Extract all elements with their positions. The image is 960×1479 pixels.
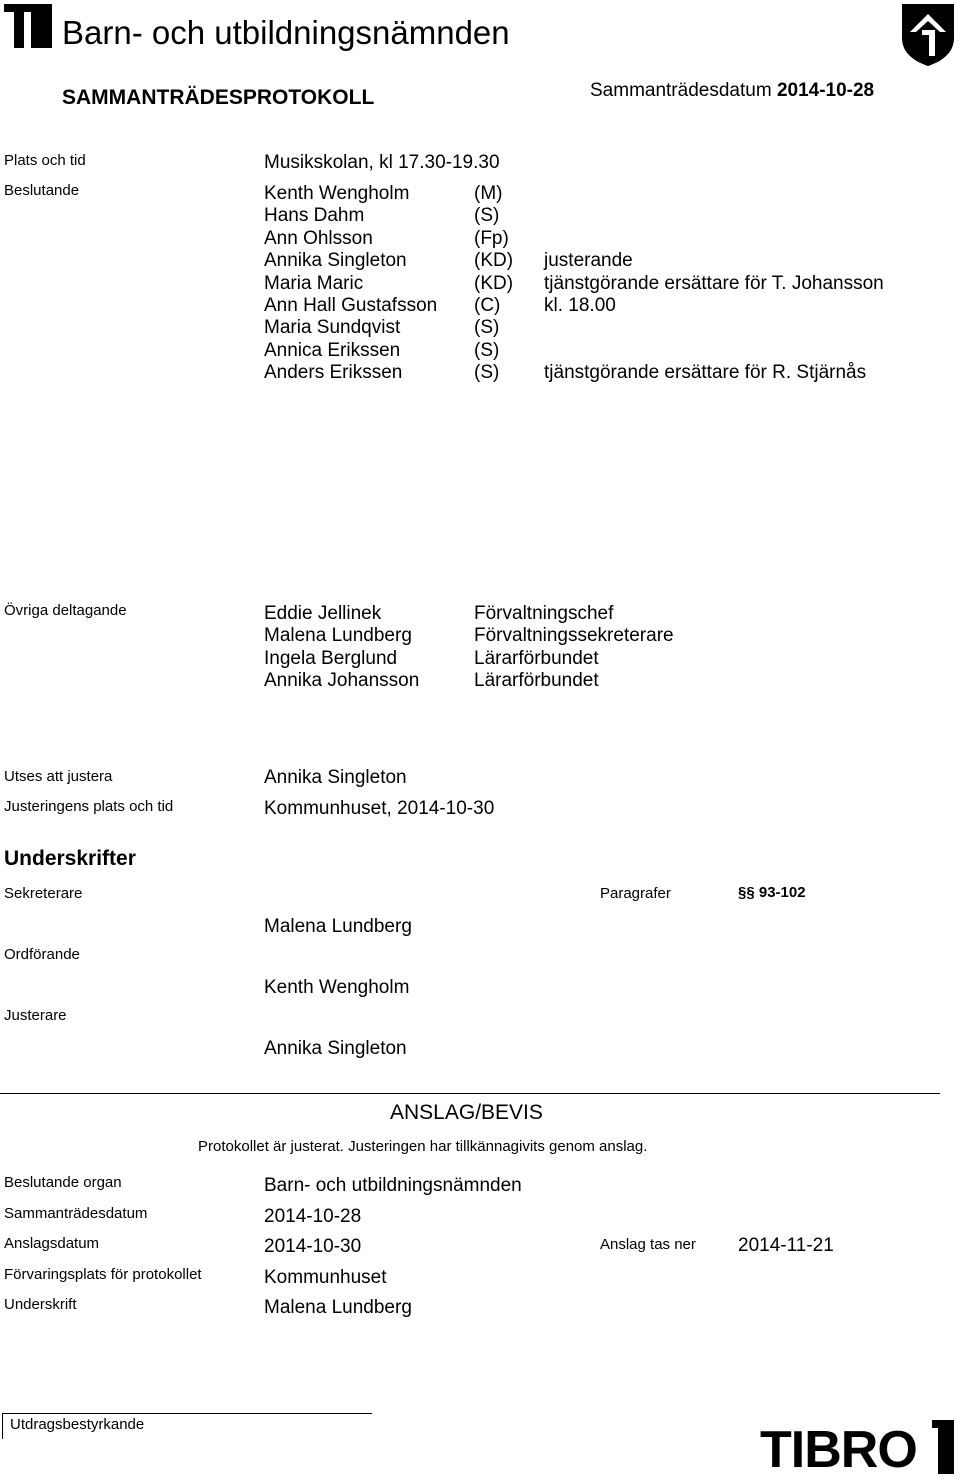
chair-label: Ordförande <box>4 946 80 963</box>
meeting-date-value: 2014-10-28 <box>776 80 875 101</box>
member-party: (C) <box>474 295 501 316</box>
adjuster-label: Utses att justera <box>4 768 113 785</box>
notice-heading: ANSLAG/BEVIS <box>390 1101 543 1124</box>
org-title: Barn- och utbildningsnämnden <box>62 14 510 51</box>
tibro-logo-mark-icon <box>932 1420 954 1474</box>
member-name: Ann Hall Gustafsson <box>264 295 438 316</box>
notice-row-label: Sammanträdesdatum <box>4 1204 148 1222</box>
member-name: Ann Ohlsson <box>264 227 373 249</box>
member-party: (M) <box>474 183 503 204</box>
member-name: Hans Dahm <box>264 205 365 227</box>
participant-name: Eddie Jellinek <box>264 603 382 624</box>
adjuster-value: Annika Singleton <box>264 767 407 788</box>
tibro-mark-icon <box>4 4 52 48</box>
member-party: (Fp) <box>474 227 509 249</box>
member-name: Maria Maric <box>264 272 364 294</box>
adjust-place-value: Kommunhuset, 2014-10-30 <box>264 798 495 819</box>
member-note: justerande <box>544 250 633 272</box>
notice-row-label: Förvaringsplats för protokollet <box>4 1265 202 1283</box>
secretary-label: Sekreterare <box>4 885 83 902</box>
decision-label: Beslutande <box>4 182 80 199</box>
member-party: (S) <box>474 205 500 227</box>
participant-role: Lärarförbundet <box>474 647 599 669</box>
member-party: (S) <box>474 362 500 384</box>
notice-row-value: 2014-10-28 <box>264 1205 362 1227</box>
notice-row-label: Beslutande organ <box>4 1174 122 1191</box>
notice-row-value: Malena Lundberg <box>264 1297 412 1318</box>
meeting-date-header <box>590 80 874 102</box>
adjust-place-label: Justeringens plats och tid <box>4 798 174 815</box>
notice-row-label: Underskrift <box>4 1296 77 1313</box>
chair-name: Kenth Wengholm <box>264 977 410 998</box>
coat-of-arms-icon <box>900 2 956 68</box>
notice-row-value: Barn- och utbildningsnämnden <box>264 1175 522 1196</box>
member-name: Annika Singleton <box>264 250 407 272</box>
meeting-date-label: Sammanträdesdatum <box>590 80 772 101</box>
member-note: kl. 18.00 <box>544 295 616 316</box>
member-party: (S) <box>474 339 500 361</box>
participant-name: Ingela Berglund <box>264 647 398 669</box>
paragraphs-label: Paragrafer <box>600 885 671 902</box>
removal-value: 2014-11-21 <box>738 1235 834 1256</box>
paragraphs-value: §§ 93-102 <box>738 884 806 901</box>
member-name: Maria Sundqvist <box>264 317 401 339</box>
member-name: Annica Erikssen <box>264 339 401 361</box>
member-name: Anders Erikssen <box>264 362 403 384</box>
removal-label: Anslag tas ner <box>600 1236 696 1253</box>
member-party: (S) <box>474 317 500 339</box>
others-label: Övriga deltagande <box>4 602 127 619</box>
notice-row-value: 2014-10-30 <box>264 1236 362 1257</box>
signatures-heading: Underskrifter <box>4 847 136 870</box>
participant-role: Lärarförbundet <box>474 670 599 692</box>
signature-adjuster-name: Annika Singleton <box>264 1038 407 1059</box>
notice-divider <box>0 1093 940 1094</box>
participant-role: Förvaltningssekreterare <box>474 625 674 647</box>
tibro-logo-text: TIBRO <box>760 1421 917 1479</box>
participant-role: Förvaltningschef <box>474 603 614 624</box>
member-note: tjänstgörande ersättare för T. Johansson <box>544 272 884 294</box>
secretary-name: Malena Lundberg <box>264 916 412 937</box>
participant-name: Malena Lundberg <box>264 625 412 647</box>
extract-rule <box>2 1413 372 1414</box>
member-note: tjänstgörande ersättare för R. Stjärnås <box>544 362 867 384</box>
member-party: (KD) <box>474 272 514 294</box>
member-name: Kenth Wengholm <box>264 183 410 204</box>
place-value: Musikskolan, kl 17.30-19.30 <box>264 152 500 173</box>
notice-statement: Protokollet är justerat. Justeringen har tillkännagivits genom anslag. <box>198 1138 648 1155</box>
notice-row-value: Kommunhuset <box>264 1266 387 1288</box>
extract-rule-vertical <box>2 1413 3 1439</box>
doc-type: SAMMANTRÄDESPROTOKOLL <box>62 86 375 109</box>
signature-adjuster-label: Justerare <box>4 1007 67 1024</box>
member-party: (KD) <box>474 250 514 272</box>
notice-row-label: Anslagsdatum <box>4 1235 100 1252</box>
place-label: Plats och tid <box>4 152 86 169</box>
extract-label: Utdragsbestyrkande <box>10 1416 145 1433</box>
participant-name: Annika Johansson <box>264 670 420 692</box>
